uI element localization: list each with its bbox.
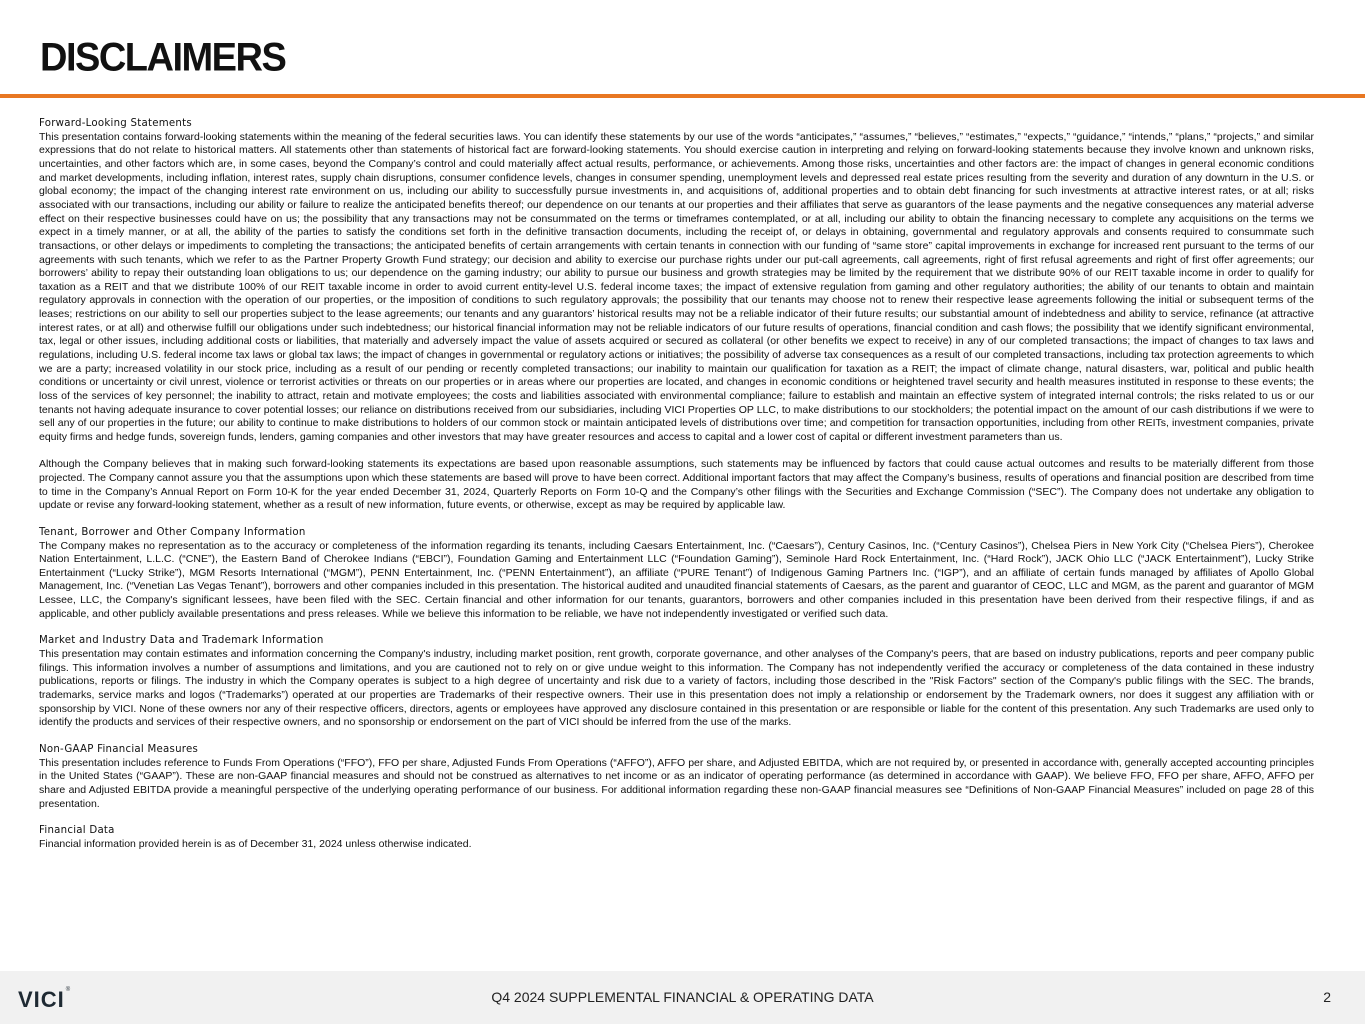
logo-registered-mark: ® bbox=[65, 987, 72, 993]
section-heading: Tenant, Borrower and Other Company Information bbox=[39, 526, 306, 538]
section-forward-looking-statements bbox=[39, 117, 1314, 513]
section-financial-data bbox=[39, 824, 1314, 851]
footer-title: Q4 2024 SUPPLEMENTAL FINANCIAL & OPERATING DATA bbox=[491, 989, 874, 1005]
logo-text: VICI bbox=[18, 987, 65, 1012]
title-divider bbox=[0, 94, 1365, 98]
section-heading: Forward-Looking Statements bbox=[39, 118, 192, 129]
section-non-gaap-measures bbox=[39, 743, 1314, 811]
section-paragraph: The Company makes no representation as to the accuracy or completeness of the information regarding its tenants, including Caesars Entertainment, Inc. (“Caesars”), Century Casinos, Inc. (“Century Casinos”), Chelsea Piers in New York City (“Chelsea Piers”), Cherokee Nation Entertainment, L.L.C. (“CNE”), the Eastern Band of Cherokee Indians (“EBCI”), Foundation Gaming and Entertainment LLC (“Foundation Gaming”), Seminole Hard Rock Entertainment, Inc. (“Hard Rock”), JACK Ohio LLC (“JACK Entertainment”), Lucky Strike Entertainment (“Lucky Strike”), MGM Resorts International (“MGM”), PENN Entertainment, Inc. (“PENN Entertainment”), an affiliate (“PURE Tenant”) of Indigenous Gaming Partners Inc. (“IGP”), and an affiliate of certain funds managed by affiliates of Apollo Global Management, Inc. (“Venetian Las Vegas Tenant”), borrowers and other companies included in this presentation. The historical audited and unaudited financial statements of Caesars, as the parent and guarantor of CEOC, LLC and MGM, as the parent and guarantor of MGM Lessee, LLC, the Company's significant lessees, have been filed with the SEC. Certain financial and other information for our tenants, guarantors, borrowers and other companies included in this presentation have been derived from their respective filings, if and as applicable, and other publicly available presentations and press releases. While we believe this information to be reliable, we have not independently investigated or verified such data. bbox=[39, 539, 1314, 620]
section-paragraph: This presentation contains forward-looking statements within the meaning of the federal securities laws. You can identify these statements by our use of the words “anticipates,” “assumes,” “believes,” “estimates,” “expects,” “guidance,” “intends,” “plans,” “projects,” and similar expressions that do not relate to historical matters. All statements other than statements of historical fact are forward-looking statements. You should exercise caution in interpreting and relying on forward-looking statements because they involve known and unknown risks, uncertainties, and other factors which are, in some cases, beyond the Company’s control and could materially affect actual results, performance, or achievements. Among those risks, uncertainties and other factors are: the impact of changes in general economic conditions and market developments, including inflation, interest rates, supply chain disruptions, consumer confidence levels, changes in consumer spending, unemployment levels and depressed real estate prices resulting from the severity and duration of any downturn in the U.S. or global economy; the impact of the changing interest rate environment on us, including our ability to successfully pursue investments in, and acquisitions of, additional properties and to obtain debt financing for such investments at attractive interest rates, or at all; risks associated with our transactions, including our ability or failure to realize the anticipated benefits thereof; our dependence on our tenants at our properties and their affiliates that serve as guarantors of the lease payments and the negative consequences any material adverse effect on their respective businesses could have on us; the possibility that any transactions may not be consummated on the terms or timeframes contemplated, or at all, including our ability to obtain the financing necessary to complete any acquisitions on the terms we expect in a timely manner, or at all, the ability of the parties to satisfy the conditions set forth in the definitive transaction documents, including the receipt of, or delays in obtaining, governmental and regulatory approvals and consents required to consummate such transactions, or other delays or impediments to completing the transactions; the anticipated benefits of certain arrangements with certain tenants in connection with our funding of “same store” capital improvements in exchange for increased rent pursuant to the terms of our agreements with such tenants, which we refer to as the Partner Property Growth Fund strategy; our decision and ability to exercise our purchase rights under our put-call agreements, call agreements, right of first refusal agreements and right of first offer agreements; our borrowers’ ability to repay their outstanding loan obligations to us; our dependence on the gaming industry; our ability to pursue our business and growth strategies may be limited by the requirement that we distribute 90% of our REIT taxable income in order to qualify for taxation as a REIT and that we distribute 100% of our REIT taxable income in order to avoid current entity-level U.S. federal income taxes; the impact of extensive regulation from gaming and other regulatory authorities; the ability of our tenants to obtain and maintain regulatory approvals in connection with the operation of our properties, or the imposition of conditions to such regulatory approvals; the possibility that our tenants may choose not to renew their respective lease agreements following the initial or subsequent terms of the leases; restrictions on our ability to sell our properties subject to the lease agreements; our tenants and any guarantors’ historical results may not be a reliable indicator of their future results; our substantial amount of indebtedness and ability to service, refinance (at attractive interest rates, or at all) and otherwise fulfill our obligations under such indebtedness; our historical financial information may not be reliable indicators of our future results of operations, financial condition and cash flows; the possibility that we identify significant environmental, tax, legal or other issues, including additional costs or liabilities, that materially and adversely impact the value of assets acquired or secured as collateral (or other benefits we expect to receive) in any of our completed transactions; the impact of changes to tax laws and regulations, including U.S. federal income tax laws or global tax laws; the impact of changes in governmental or regulatory actions or initiatives; the possibility of adverse tax consequences as a result of our completed transactions, including tax protection agreements to which we are a party; increased volatility in our stock price, including as a result of our pending or recently completed transactions; our inability to maintain our qualification for taxation as a REIT; the impact of climate change, natural disasters, war, political and public health conditions or uncertainty or civil unrest, violence or terrorist activities or threats on our properties or in areas where our properties are located, and changes in economic conditions or heightened travel security and health measures instituted in response to these events; the loss of the services of key personnel; the inability to attract, retain and motivate employees; the costs and liabilities associated with environmental compliance; failure to establish and maintain an effective system of integrated internal controls; the risks related to us or our tenants not having adequate insurance to cover potential losses; our reliance on distributions received from our subsidiaries, including VICI Properties OP LLC, to make distributions to our stockholders; the potential impact on the amount of our cash distributions if we were to sell any of our properties in the future; our ability to continue to make distributions to holders of our common stock or maintain anticipated levels of distributions over time; and competition for transaction opportunities, including from other REITs, investment companies, private equity firms and hedge funds, sovereign funds, lenders, gaming companies and other investors that may have greater resources and access to capital and a lower cost of capital or different investment parameters than us. bbox=[39, 130, 1314, 444]
page-title: DISCLAIMERS bbox=[40, 36, 286, 81]
page-footer bbox=[0, 971, 1365, 1024]
section-paragraph: Although the Company believes that in making such forward-looking statements its expectations are based upon reasonable assumptions, such statements may be influenced by factors that could cause actual outcomes and results to be materially different from those projected. The Company cannot assure you that the assumptions upon which these statements are based will prove to have been correct. Additional important factors that may affect the Company’s business, results of operations and financial position are described from time to time in the Company’s Annual Report on Form 10-K for the year ended December 31, 2024, Quarterly Reports on Form 10-Q and the Company’s other filings with the Securities and Exchange Commission (“SEC”). The Company does not undertake any obligation to update or revise any forward-looking statement, whether as a result of new information, future events, or otherwise, except as may be required by applicable law. bbox=[39, 458, 1314, 512]
section-heading: Financial Data bbox=[39, 825, 115, 837]
section-tenant-information bbox=[39, 526, 1314, 622]
section-paragraph: Financial information provided herein is as of December 31, 2024 unless otherwise indicated. bbox=[39, 837, 472, 850]
section-heading: Market and Industry Data and Trademark Information bbox=[39, 635, 324, 647]
section-paragraph: This presentation may contain estimates and information concerning the Company's industry, including market position, rent growth, corporate governance, and other analyses of the Company's peers, that are based on industry publications, reports and peer company public filings. This information involves a number of assumptions and limitations, and you are cautioned not to rely on or give undue weight to this information. The Company has not independently verified the accuracy or completeness of the data contained in these industry publications, reports or filings. The industry in which the Company operates is subject to a high degree of uncertainty and risk due to a variety of factors, including those described in the "Risk Factors" section of the Company's public filings with the SEC. The brands, trademarks, service marks and logos (“Trademarks”) operated at our properties are Trademarks of their respective owners. Their use in this presentation does not imply a relationship or endorsement by the Trademark owners, nor does it suggest any affiliation with or sponsorship by VICI. None of these owners nor any of their respective officers, directors, agents or employees have approved any disclosure contained in this presentation or are responsible or liable for the content of this presentation. Any such Trademarks are used only to identify the products and services of their respective owners, and no sponsorship or endorsement on the part of VICI should be inferred from the use of the marks. bbox=[39, 648, 1314, 729]
section-heading: Non-GAAP Financial Measures bbox=[39, 743, 199, 755]
section-paragraph: This presentation includes reference to Funds From Operations (“FFO”), FFO per share, Adjusted Funds From Operations (“AFFO”), AFFO per share, and Adjusted EBITDA, which are not required by, or presented in accordance with, generally accepted accounting principles in the United States (“GAAP”). These are non-GAAP financial measures and should not be construed as alternatives to net income or as an indicator of operating performance (as determined in accordance with GAAP). We believe FFO, FFO per share, AFFO, AFFO per share and Adjusted EBITDA provide a meaningful perspective of the underlying operating performance of our business. For additional information regarding these non-GAAP financial measures see “Definitions of Non-GAAP Financial Measures” included on page 28 of this presentation. bbox=[39, 756, 1314, 810]
section-market-industry-data bbox=[39, 634, 1314, 730]
page-number: 2 bbox=[1323, 989, 1331, 1005]
disclaimer-content bbox=[39, 117, 1314, 864]
